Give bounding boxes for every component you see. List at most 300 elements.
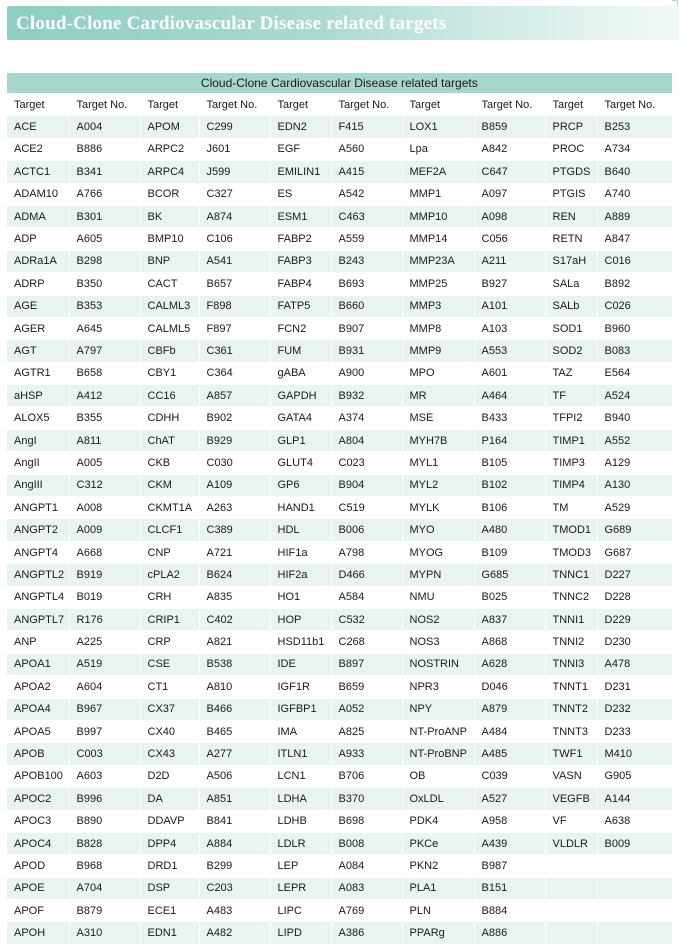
target-name-cell: PLN (402, 900, 474, 922)
target-name-cell: MMP14 (402, 228, 474, 250)
target-number-cell: B987 (474, 855, 545, 877)
target-number-cell: C361 (199, 340, 270, 362)
target-name-cell: FABP3 (270, 250, 331, 272)
target-number-cell: A130 (597, 474, 672, 496)
target-number-cell (597, 855, 672, 877)
table-row (7, 317, 672, 339)
target-number-cell (597, 877, 672, 899)
target-name-cell: AGTR1 (7, 362, 69, 384)
target-name-cell: ARPC2 (140, 138, 199, 160)
target-number-cell: A483 (199, 900, 270, 922)
targets-table (7, 73, 673, 945)
target-name-cell: CALML3 (140, 295, 199, 317)
target-number-cell: A958 (474, 810, 545, 832)
target-name-cell: TMOD1 (545, 519, 597, 541)
target-name-cell: HIF2a (270, 564, 331, 586)
target-number-cell: B698 (331, 810, 402, 832)
target-name-cell: APOA1 (7, 653, 69, 675)
target-name-cell: MSE (402, 407, 474, 429)
target-name-cell: TNNT3 (545, 720, 597, 742)
target-name-cell: EMILIN1 (270, 161, 331, 183)
target-number-cell: A144 (597, 788, 672, 810)
target-name-cell: PTGIS (545, 183, 597, 205)
target-number-cell: B996 (69, 788, 140, 810)
target-name-cell: ADAM10 (7, 183, 69, 205)
target-name-cell: SALa (545, 273, 597, 295)
target-number-cell: B693 (331, 273, 402, 295)
target-number-cell: A868 (474, 631, 545, 653)
target-name-cell: APOC4 (7, 832, 69, 854)
target-name-cell: TNNI2 (545, 631, 597, 653)
corner-mark (672, 0, 678, 6)
target-number-cell: A098 (474, 205, 545, 227)
table-row (7, 877, 672, 899)
target-name-cell: GP6 (270, 474, 331, 496)
target-name-cell (545, 855, 597, 877)
target-name-cell: TIMP1 (545, 429, 597, 451)
target-name-cell: REN (545, 205, 597, 227)
target-name-cell: MMP25 (402, 273, 474, 295)
target-number-cell: A412 (69, 385, 140, 407)
target-number-cell: B659 (331, 676, 402, 698)
target-number-cell: J601 (199, 138, 270, 160)
target-number-cell: B355 (69, 407, 140, 429)
target-name-cell: APOA4 (7, 698, 69, 720)
table-row (7, 810, 672, 832)
target-number-cell: A645 (69, 317, 140, 339)
target-name-cell: GLP1 (270, 429, 331, 451)
target-number-cell: B841 (199, 810, 270, 832)
target-name-cell: TNNC2 (545, 586, 597, 608)
target-name-cell: NPY (402, 698, 474, 720)
target-number-cell: B298 (69, 250, 140, 272)
target-name-cell: HO1 (270, 586, 331, 608)
table-row (7, 631, 672, 653)
target-name-cell: S17aH (545, 250, 597, 272)
target-name-cell (545, 922, 597, 944)
target-number-cell: B658 (69, 362, 140, 384)
target-name-cell: TFPI2 (545, 407, 597, 429)
table-row (7, 765, 672, 787)
target-number-cell: A879 (474, 698, 545, 720)
table-row (7, 295, 672, 317)
target-name-cell: FUM (270, 340, 331, 362)
target-number-cell: C056 (474, 228, 545, 250)
target-name-cell: FCN2 (270, 317, 331, 339)
target-number-cell: P164 (474, 429, 545, 451)
target-number-cell: A277 (199, 743, 270, 765)
table-row (7, 138, 672, 160)
table-caption: Cloud-Clone Cardiovascular Disease related targets (7, 73, 672, 94)
target-name-cell: GLUT4 (270, 452, 331, 474)
target-name-cell: FATP5 (270, 295, 331, 317)
target-number-cell: C402 (199, 608, 270, 630)
table-row (7, 340, 672, 362)
target-name-cell: CT1 (140, 676, 199, 698)
target-number-cell: A740 (597, 183, 672, 205)
target-number-cell: A005 (69, 452, 140, 474)
target-name-cell: APOF (7, 900, 69, 922)
target-number-cell: A052 (331, 698, 402, 720)
target-number-cell: A605 (69, 228, 140, 250)
target-name-cell: EDN2 (270, 116, 331, 138)
column-header-target: Target (545, 94, 597, 116)
target-number-cell: B624 (199, 564, 270, 586)
target-name-cell: SOD1 (545, 317, 597, 339)
target-number-cell: C532 (331, 608, 402, 630)
target-name-cell: ANGPT1 (7, 497, 69, 519)
target-number-cell: B927 (474, 273, 545, 295)
target-number-cell: G905 (597, 765, 672, 787)
target-name-cell: ANGPT2 (7, 519, 69, 541)
target-name-cell: CNP (140, 541, 199, 563)
target-number-cell: A842 (474, 138, 545, 160)
target-number-cell: D046 (474, 676, 545, 698)
target-number-cell: A769 (331, 900, 402, 922)
target-name-cell: ADRP (7, 273, 69, 295)
target-name-cell: PKCe (402, 832, 474, 854)
target-number-cell: A519 (69, 653, 140, 675)
target-name-cell: SALb (545, 295, 597, 317)
target-name-cell: BCOR (140, 183, 199, 205)
target-name-cell: MEF2A (402, 161, 474, 183)
target-name-cell: CRP (140, 631, 199, 653)
target-number-cell: G687 (597, 541, 672, 563)
table-row (7, 698, 672, 720)
table-row (7, 653, 672, 675)
target-name-cell: NT-ProBNP (402, 743, 474, 765)
target-name-cell: CBY1 (140, 362, 199, 384)
target-name-cell: CC16 (140, 385, 199, 407)
target-name-cell: CLCF1 (140, 519, 199, 541)
target-number-cell: A847 (597, 228, 672, 250)
target-number-cell: B106 (474, 497, 545, 519)
target-number-cell: D233 (597, 720, 672, 742)
target-number-cell: B897 (331, 653, 402, 675)
table-row (7, 228, 672, 250)
target-name-cell: PROC (545, 138, 597, 160)
target-number-cell: B243 (331, 250, 402, 272)
target-number-cell: D229 (597, 608, 672, 630)
target-number-cell: B105 (474, 452, 545, 474)
target-number-cell: B902 (199, 407, 270, 429)
target-number-cell: B884 (474, 900, 545, 922)
table-row (7, 788, 672, 810)
target-name-cell: ChAT (140, 429, 199, 451)
target-number-cell: A804 (331, 429, 402, 451)
target-number-cell: B466 (199, 698, 270, 720)
target-number-cell: A541 (199, 250, 270, 272)
table-row (7, 608, 672, 630)
target-number-cell: B102 (474, 474, 545, 496)
target-number-cell: A584 (331, 586, 402, 608)
table-row (7, 855, 672, 877)
target-name-cell: SOD2 (545, 340, 597, 362)
table-row (7, 720, 672, 742)
target-name-cell: CDHH (140, 407, 199, 429)
target-number-cell: C647 (474, 161, 545, 183)
target-name-cell: MYLK (402, 497, 474, 519)
target-number-cell: A415 (331, 161, 402, 183)
target-name-cell: cPLA2 (140, 564, 199, 586)
target-number-cell: B341 (69, 161, 140, 183)
target-number-cell: A101 (474, 295, 545, 317)
target-number-cell: B890 (69, 810, 140, 832)
target-number-cell: A821 (199, 631, 270, 653)
table-row (7, 205, 672, 227)
target-number-cell: A478 (597, 653, 672, 675)
target-number-cell: A704 (69, 877, 140, 899)
target-number-cell: A480 (474, 519, 545, 541)
table-row (7, 273, 672, 295)
target-number-cell: R176 (69, 608, 140, 630)
target-name-cell: VASN (545, 765, 597, 787)
target-number-cell: A884 (199, 832, 270, 854)
target-name-cell: FABP4 (270, 273, 331, 295)
target-number-cell: C023 (331, 452, 402, 474)
table-row (7, 362, 672, 384)
target-number-cell: C299 (199, 116, 270, 138)
target-number-cell: D227 (597, 564, 672, 586)
target-name-cell: PKN2 (402, 855, 474, 877)
target-number-cell: F415 (331, 116, 402, 138)
target-name-cell: NOS3 (402, 631, 474, 653)
target-name-cell: CSE (140, 653, 199, 675)
target-number-cell: A524 (597, 385, 672, 407)
target-number-cell: A263 (199, 497, 270, 519)
target-name-cell: MMP23A (402, 250, 474, 272)
target-name-cell: ADMA (7, 205, 69, 227)
table-row (7, 497, 672, 519)
target-name-cell: RETN (545, 228, 597, 250)
target-name-cell: LIPC (270, 900, 331, 922)
target-number-cell: A559 (331, 228, 402, 250)
target-name-cell: IDE (270, 653, 331, 675)
target-number-cell: A484 (474, 720, 545, 742)
target-name-cell: HDL (270, 519, 331, 541)
target-name-cell: ECE1 (140, 900, 199, 922)
target-name-cell: MYH7B (402, 429, 474, 451)
target-name-cell: PDK4 (402, 810, 474, 832)
table-caption-row (7, 73, 672, 94)
target-name-cell: APOC3 (7, 810, 69, 832)
table-body (7, 116, 672, 944)
target-number-cell: A439 (474, 832, 545, 854)
target-name-cell: ES (270, 183, 331, 205)
target-number-cell: A886 (474, 922, 545, 944)
target-name-cell: LIPD (270, 922, 331, 944)
target-name-cell: OB (402, 765, 474, 787)
target-number-cell: C039 (474, 765, 545, 787)
target-name-cell: APOA5 (7, 720, 69, 742)
target-name-cell: TIMP4 (545, 474, 597, 496)
target-name-cell: MMP9 (402, 340, 474, 362)
target-number-cell: C519 (331, 497, 402, 519)
target-name-cell: ANGPTL7 (7, 608, 69, 630)
target-number-cell: A798 (331, 541, 402, 563)
column-header-target-no: Target No. (199, 94, 270, 116)
target-name-cell: CX43 (140, 743, 199, 765)
target-name-cell: ADP (7, 228, 69, 250)
target-number-cell: B886 (69, 138, 140, 160)
target-number-cell: B929 (199, 429, 270, 451)
table-row (7, 519, 672, 541)
target-name-cell: EDN1 (140, 922, 199, 944)
table-row (7, 385, 672, 407)
target-number-cell: A506 (199, 765, 270, 787)
target-number-cell: A628 (474, 653, 545, 675)
target-number-cell: F897 (199, 317, 270, 339)
page-title: Cloud-Clone Cardiovascular Disease related targets (16, 13, 447, 34)
target-number-cell: F898 (199, 295, 270, 317)
target-number-cell: A386 (331, 922, 402, 944)
table-row (7, 586, 672, 608)
target-name-cell: NOS2 (402, 608, 474, 630)
target-name-cell: HIF1a (270, 541, 331, 563)
table-row (7, 183, 672, 205)
target-number-cell: A874 (199, 205, 270, 227)
target-number-cell: C364 (199, 362, 270, 384)
target-number-cell: J599 (199, 161, 270, 183)
target-name-cell: LEP (270, 855, 331, 877)
target-number-cell: C463 (331, 205, 402, 227)
target-name-cell: AGE (7, 295, 69, 317)
target-number-cell (597, 922, 672, 944)
target-name-cell: TM (545, 497, 597, 519)
target-number-cell: B299 (199, 855, 270, 877)
table-row (7, 564, 672, 586)
target-number-cell: B009 (597, 832, 672, 854)
target-number-cell: B109 (474, 541, 545, 563)
target-number-cell: B353 (69, 295, 140, 317)
table-row (7, 832, 672, 854)
target-name-cell: TNNI3 (545, 653, 597, 675)
target-name-cell: NOSTRIN (402, 653, 474, 675)
target-name-cell: APOM (140, 116, 199, 138)
column-header-target: Target (270, 94, 331, 116)
target-number-cell: B919 (69, 564, 140, 586)
target-name-cell: ALOX5 (7, 407, 69, 429)
target-name-cell: ACE2 (7, 138, 69, 160)
target-name-cell: LDHB (270, 810, 331, 832)
target-number-cell: B006 (331, 519, 402, 541)
target-name-cell: MYPN (402, 564, 474, 586)
target-number-cell: A851 (199, 788, 270, 810)
target-name-cell: AngI (7, 429, 69, 451)
target-number-cell: C106 (199, 228, 270, 250)
table-row (7, 541, 672, 563)
table-row (7, 452, 672, 474)
column-header-target-no: Target No. (331, 94, 402, 116)
target-name-cell: PPARg (402, 922, 474, 944)
target-name-cell: IGF1R (270, 676, 331, 698)
target-name-cell: TWF1 (545, 743, 597, 765)
target-number-cell: C030 (199, 452, 270, 474)
target-number-cell: A797 (69, 340, 140, 362)
target-name-cell: CALML5 (140, 317, 199, 339)
target-number-cell: C327 (199, 183, 270, 205)
target-name-cell: AngIII (7, 474, 69, 496)
target-number-cell: A482 (199, 922, 270, 944)
target-name-cell: VLDLR (545, 832, 597, 854)
column-header-target-no: Target No. (69, 94, 140, 116)
target-name-cell: DRD1 (140, 855, 199, 877)
column-header-target: Target (140, 94, 199, 116)
table-row (7, 922, 672, 944)
target-name-cell: BNP (140, 250, 199, 272)
target-name-cell: IMA (270, 720, 331, 742)
target-number-cell: A560 (331, 138, 402, 160)
target-name-cell: CACT (140, 273, 199, 295)
target-number-cell: A109 (199, 474, 270, 496)
target-name-cell: HOP (270, 608, 331, 630)
target-name-cell: APOD (7, 855, 69, 877)
target-number-cell: A084 (331, 855, 402, 877)
target-number-cell: B859 (474, 116, 545, 138)
target-number-cell: A552 (597, 429, 672, 451)
target-name-cell: ADRa1A (7, 250, 69, 272)
target-number-cell: B657 (199, 273, 270, 295)
target-name-cell: DDAVP (140, 810, 199, 832)
target-name-cell: CBFb (140, 340, 199, 362)
target-number-cell: C312 (69, 474, 140, 496)
target-name-cell: MYL2 (402, 474, 474, 496)
target-name-cell: ESM1 (270, 205, 331, 227)
target-number-cell: B433 (474, 407, 545, 429)
target-number-cell: A310 (69, 922, 140, 944)
target-name-cell: EGF (270, 138, 331, 160)
target-name-cell: ACTC1 (7, 161, 69, 183)
target-number-cell: D232 (597, 698, 672, 720)
target-number-cell: A527 (474, 788, 545, 810)
target-name-cell: APOC2 (7, 788, 69, 810)
target-name-cell: PLA1 (402, 877, 474, 899)
target-number-cell: C003 (69, 743, 140, 765)
target-number-cell: B931 (331, 340, 402, 362)
target-number-cell: B828 (69, 832, 140, 854)
target-number-cell: B907 (331, 317, 402, 339)
target-name-cell: ANP (7, 631, 69, 653)
target-number-cell: C203 (199, 877, 270, 899)
target-name-cell: TNNT1 (545, 676, 597, 698)
target-name-cell: NPR3 (402, 676, 474, 698)
target-number-cell: G685 (474, 564, 545, 586)
target-name-cell: CX37 (140, 698, 199, 720)
target-name-cell: AGER (7, 317, 69, 339)
target-number-cell: A933 (331, 743, 402, 765)
target-name-cell: VEGFB (545, 788, 597, 810)
target-name-cell: FABP2 (270, 228, 331, 250)
target-number-cell: A097 (474, 183, 545, 205)
target-number-cell: B960 (597, 317, 672, 339)
target-name-cell: MMP10 (402, 205, 474, 227)
target-number-cell: B151 (474, 877, 545, 899)
target-name-cell: HSD11b1 (270, 631, 331, 653)
target-name-cell: CRH (140, 586, 199, 608)
target-name-cell: MMP8 (402, 317, 474, 339)
target-number-cell: A601 (474, 362, 545, 384)
target-number-cell: A721 (199, 541, 270, 563)
target-name-cell: aHSP (7, 385, 69, 407)
target-name-cell: GATA4 (270, 407, 331, 429)
target-number-cell: A668 (69, 541, 140, 563)
target-name-cell: APOB100 (7, 765, 69, 787)
page-title-banner (7, 6, 679, 40)
target-name-cell: LOX1 (402, 116, 474, 138)
target-number-cell: B997 (69, 720, 140, 742)
target-name-cell: BMP10 (140, 228, 199, 250)
target-number-cell: B940 (597, 407, 672, 429)
